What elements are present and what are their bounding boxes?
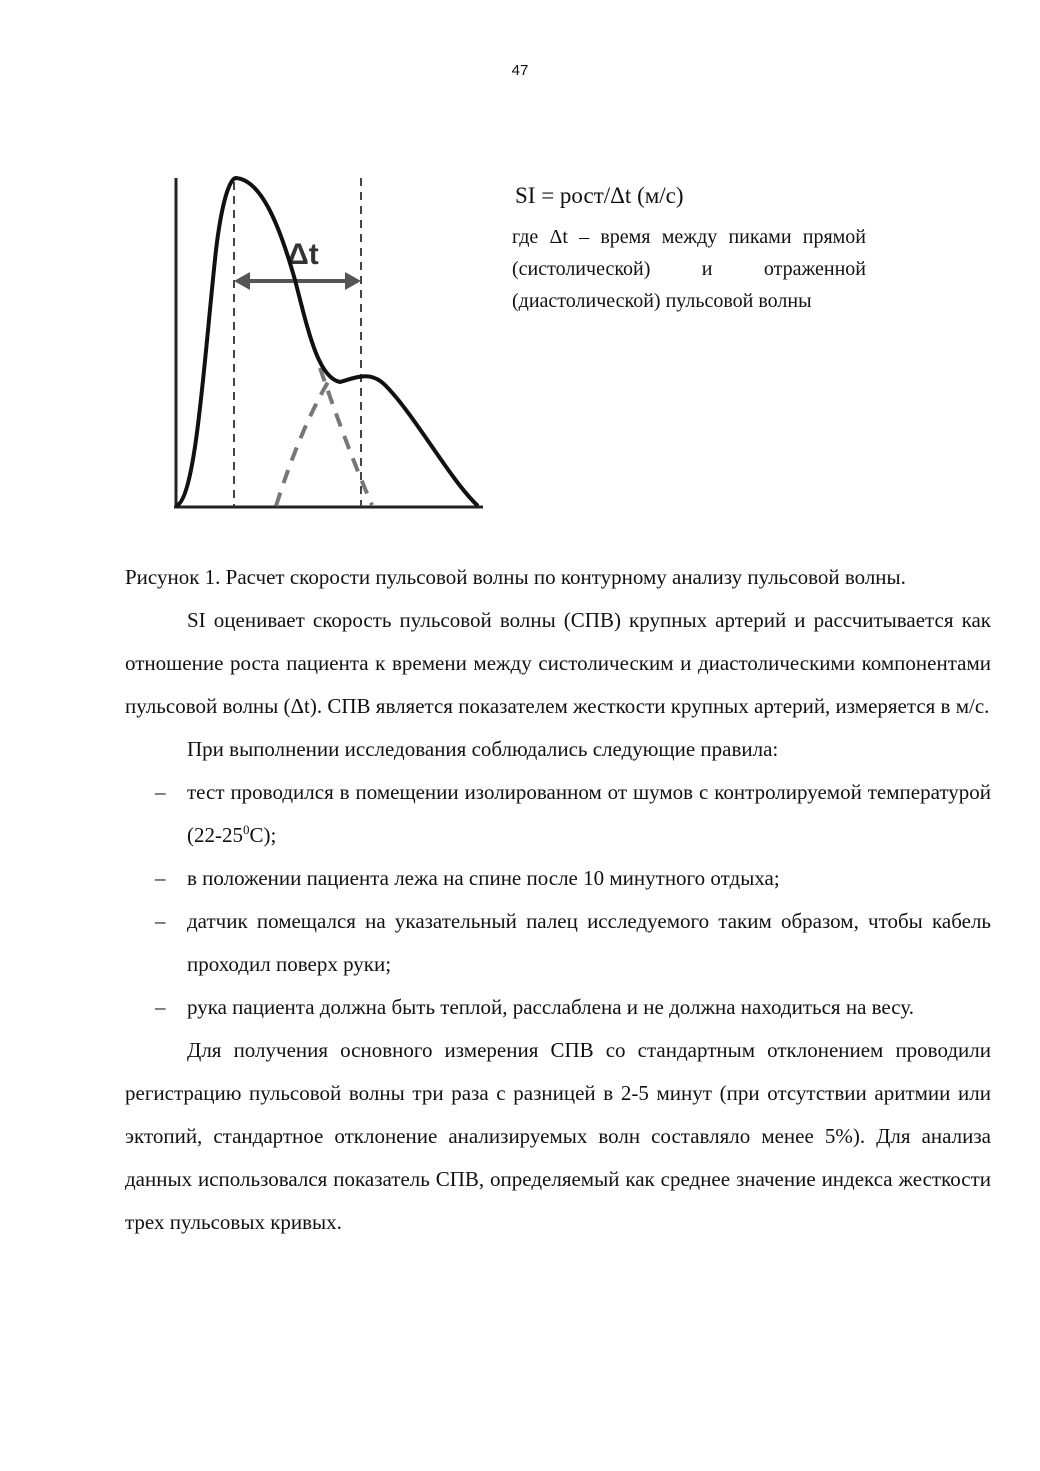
reflected-wave-rising: [276, 382, 328, 506]
page-number: 47: [511, 62, 529, 79]
pulse-wave-diagram: [160, 160, 500, 530]
systolic-wave-falling: [320, 368, 372, 505]
formula-legend: где Δt – время между пиками прямой (систолической) и отраженной (диастолической) пульсовой волны: [512, 226, 866, 312]
list-dash: –: [155, 909, 166, 933]
paragraph-2: При выполнении исследования соблюдались следующие правила:: [187, 737, 779, 761]
delta-t-arrow-left: [234, 272, 250, 290]
list-item: [125, 900, 991, 986]
list-item: [125, 986, 991, 1029]
pulse-wave-curve: [176, 178, 478, 506]
list-dash: –: [155, 995, 166, 1019]
body-text: [125, 556, 991, 1244]
formula-box: [512, 183, 866, 317]
list-item-text: в положении пациента лежа на спине после 10 минутного отдыха;: [187, 866, 780, 890]
list-dash: –: [155, 780, 166, 804]
rules-list: [125, 771, 991, 1029]
list-item: [125, 771, 991, 857]
list-item-text-end: С);: [249, 823, 277, 847]
delta-t-arrow-right: [345, 272, 361, 290]
paragraph-3: Для получения основного измерения СПВ со стандартным отклонением проводили регистрацию пульсовой волны три раза с разницей в 2-5 минут (при отсутствии аритмии или эктопий, стандартное отклонение анализируемых волн составляло менее 5%). Для анализа данных использовался показатель СПВ, определяемый как среднее значение индекса жесткости трех пульсовых кривых.: [125, 1038, 991, 1234]
si-formula: SI = рост/Δt (м/с): [515, 183, 684, 208]
paragraph-1: SI оценивает скорость пульсовой волны (СПВ) крупных артерий и рассчитывается как отношение роста пациента к времени между систолическим и диастолическими компонентами пульсовой волны (Δt). СПВ является показателем жесткости крупных артерий, измеряется в м/с.: [125, 608, 991, 718]
pulse-wave-figure: [160, 160, 500, 530]
list-item-text: рука пациента должна быть теплой, расслаблена и не должна находиться на весу.: [187, 995, 914, 1019]
list-dash: –: [155, 866, 166, 890]
delta-t-label: Δt: [287, 238, 319, 271]
list-item-text: тест проводился в помещении изолированном от шумов с контролируемой температурой (22-25: [187, 780, 991, 847]
list-item: [125, 857, 991, 900]
figure-caption: Рисунок 1. Расчет скорости пульсовой волны по контурному анализу пульсовой волны.: [125, 565, 906, 589]
degree-superscript: 0: [243, 822, 250, 837]
list-item-text: датчик помещался на указательный палец исследуемого таким образом, чтобы кабель проходил поверх руки;: [187, 909, 991, 976]
